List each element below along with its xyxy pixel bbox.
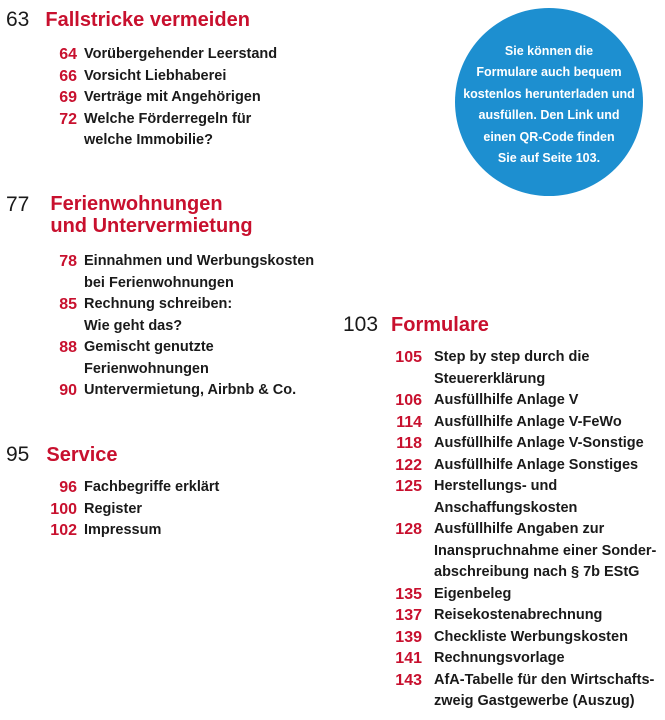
section-title xyxy=(391,314,489,336)
entry-title-line: Rechnung schreiben: xyxy=(84,296,233,312)
entry-page-number: 72 xyxy=(59,110,77,128)
entry-title xyxy=(84,477,219,499)
entry-page-number: 106 xyxy=(395,392,422,409)
toc-entry[interactable] xyxy=(343,605,656,627)
section-title-line: und Untervermietung xyxy=(50,215,253,237)
entry-title xyxy=(84,66,277,88)
entry-title xyxy=(84,337,314,380)
entry-title-line: Step by step durch die xyxy=(434,349,590,365)
section-title-line: Formulare xyxy=(391,314,489,336)
section-header xyxy=(6,193,314,237)
toc-entry[interactable] xyxy=(6,520,219,542)
entry-page-number: 88 xyxy=(59,339,77,356)
toc-entry[interactable] xyxy=(343,433,656,455)
entry-title xyxy=(434,670,656,713)
entry-title xyxy=(434,584,656,606)
entry-title-line: Ausfüllhilfe Anlage V xyxy=(434,392,579,408)
toc-entry[interactable] xyxy=(6,44,277,66)
entry-page-number: 102 xyxy=(50,522,77,539)
entry-title xyxy=(434,412,656,434)
entry-title-line: Welche Förderregeln für xyxy=(84,110,252,127)
toc-entry[interactable] xyxy=(6,380,314,402)
entry-title-line: Eigenbeleg xyxy=(434,585,512,602)
entry-title xyxy=(434,433,656,455)
toc-entry[interactable] xyxy=(6,477,219,499)
entry-title xyxy=(84,380,314,402)
section-page-number: 63 xyxy=(6,8,30,31)
entry-page-number: 64 xyxy=(59,46,77,63)
entry-title-line: Vorsicht Liebhaberei xyxy=(84,67,227,84)
section-ferienwohnungen xyxy=(6,193,314,402)
entry-title-line: Einnahmen und Werbungskosten xyxy=(84,253,315,269)
entry-title-line: Impressum xyxy=(84,522,162,538)
entry-title xyxy=(434,519,656,584)
toc-entry[interactable] xyxy=(343,627,656,649)
section-fallstricke xyxy=(6,8,277,152)
entry-title xyxy=(434,476,656,519)
section-header xyxy=(6,443,219,467)
entry-title-line: Ferienwohnungen xyxy=(84,360,209,377)
entry-title xyxy=(434,455,656,477)
info-line: Sie auf Seite 103. xyxy=(497,151,601,165)
toc-entry[interactable] xyxy=(343,455,656,477)
entry-page-number: 85 xyxy=(59,296,77,313)
entry-title-line: Ausfüllhilfe Anlage V-Sonstige xyxy=(434,435,644,451)
section-page-number: 77 xyxy=(6,193,30,216)
toc-entry[interactable] xyxy=(343,476,656,519)
section-entries xyxy=(6,477,219,542)
entry-title-line: Rechnungsvorlage xyxy=(434,650,565,666)
section-title-line: Service xyxy=(46,444,118,466)
entry-title-line: Vorübergehender Leerstand xyxy=(84,46,278,62)
toc-entry[interactable] xyxy=(6,499,219,521)
entry-page-number: 118 xyxy=(396,435,422,452)
toc-entry[interactable] xyxy=(343,519,656,584)
entry-page-number: 114 xyxy=(396,413,422,431)
download-info-circle xyxy=(455,8,643,196)
entry-title xyxy=(84,109,277,152)
entry-title xyxy=(84,520,219,542)
info-line: ausfüllen. Den Link und xyxy=(478,108,620,122)
entry-title xyxy=(434,390,656,412)
entry-title xyxy=(84,294,314,337)
entry-title-line: Ausfüllhilfe Anlage V-FeWo xyxy=(434,413,622,430)
entry-title-line: Inanspruchnahme einer Sonder- xyxy=(434,542,657,559)
entry-page-number: 141 xyxy=(395,650,422,667)
section-header xyxy=(343,313,656,337)
entry-title xyxy=(434,605,656,627)
toc-entry[interactable] xyxy=(6,251,314,294)
toc-entry[interactable] xyxy=(6,66,277,88)
entry-page-number: 69 xyxy=(59,89,77,106)
entry-title-line: Fachbegriffe erklärt xyxy=(84,479,220,495)
section-entries xyxy=(343,347,656,713)
entry-title-line: Gemischt genutzte xyxy=(84,339,214,355)
entry-page-number: 122 xyxy=(395,456,422,474)
info-line: Formulare auch bequem xyxy=(476,65,622,79)
entry-title-line: bei Ferienwohnungen xyxy=(84,274,234,291)
entry-title xyxy=(84,251,314,294)
entry-title-line: Register xyxy=(84,500,143,517)
toc-entry[interactable] xyxy=(6,109,277,152)
entry-title xyxy=(434,627,656,649)
toc-entry[interactable] xyxy=(343,412,656,434)
entry-page-number: 137 xyxy=(395,607,422,624)
section-entries xyxy=(6,44,277,152)
entry-title-line: Anschaffungskosten xyxy=(434,499,578,516)
entry-page-number: 125 xyxy=(395,478,422,495)
section-title-line: Ferienwohnungen xyxy=(50,193,223,215)
entry-title-line: abschreibung nach § 7b EStG xyxy=(434,564,640,580)
toc-entry[interactable] xyxy=(343,347,656,390)
section-header xyxy=(6,8,277,32)
section-title xyxy=(50,193,252,237)
section-entries xyxy=(6,251,314,402)
entry-title xyxy=(84,44,277,66)
entry-title xyxy=(434,648,656,670)
entry-title xyxy=(84,87,277,109)
entry-title-line: Reisekostenabrechnung xyxy=(434,607,603,623)
section-title xyxy=(46,444,117,466)
entry-page-number: 128 xyxy=(395,521,422,538)
section-page-number: 103 xyxy=(343,313,379,336)
section-title xyxy=(45,9,250,31)
entry-title-line: Ausfüllhilfe Anlage Sonstiges xyxy=(434,456,639,473)
entry-title-line: AfA-Tabelle für den Wirtschafts- xyxy=(434,671,655,688)
entry-page-number: 90 xyxy=(59,382,77,399)
entry-title-line: Checkliste Werbungskosten xyxy=(434,628,628,645)
entry-title-line: Verträge mit Angehörigen xyxy=(84,89,261,105)
entry-title xyxy=(84,499,219,521)
download-info-text xyxy=(463,41,635,170)
toc-entry[interactable] xyxy=(343,648,656,670)
section-title-line: Fallstricke vermeiden xyxy=(45,9,250,31)
toc-entry[interactable] xyxy=(6,87,277,109)
entry-title-line: Untervermietung, Airbnb & Co. xyxy=(84,382,297,398)
info-line: Sie können die xyxy=(504,43,594,58)
toc-entry[interactable] xyxy=(343,584,656,606)
entry-page-number: 105 xyxy=(395,349,422,366)
section-formulare xyxy=(343,313,656,713)
info-line: kostenlos herunterladen und xyxy=(463,86,635,101)
toc-entry[interactable] xyxy=(6,337,314,380)
entry-page-number: 96 xyxy=(59,479,77,496)
section-service xyxy=(6,443,219,542)
entry-title-line: Ausfüllhilfe Angaben zur xyxy=(434,521,605,537)
entry-page-number: 66 xyxy=(59,67,77,85)
entry-page-number: 139 xyxy=(395,628,422,646)
toc-entry[interactable] xyxy=(343,670,656,713)
entry-title-line: Steuererklärung xyxy=(434,370,546,387)
entry-page-number: 143 xyxy=(395,671,422,689)
toc-entry[interactable] xyxy=(6,294,314,337)
toc-entry[interactable] xyxy=(343,390,656,412)
entry-title xyxy=(434,347,656,390)
entry-title-line: Wie geht das? xyxy=(84,317,183,334)
info-line: einen QR-Code finden xyxy=(483,129,615,144)
entry-page-number: 78 xyxy=(59,253,77,270)
entry-title-line: zweig Gastgewerbe (Auszug) xyxy=(434,693,635,709)
section-page-number: 95 xyxy=(6,443,30,466)
entry-page-number: 100 xyxy=(50,500,77,518)
entry-title-line: welche Immobilie? xyxy=(84,132,213,148)
entry-page-number: 135 xyxy=(395,585,422,603)
entry-title-line: Herstellungs- und xyxy=(434,478,558,494)
